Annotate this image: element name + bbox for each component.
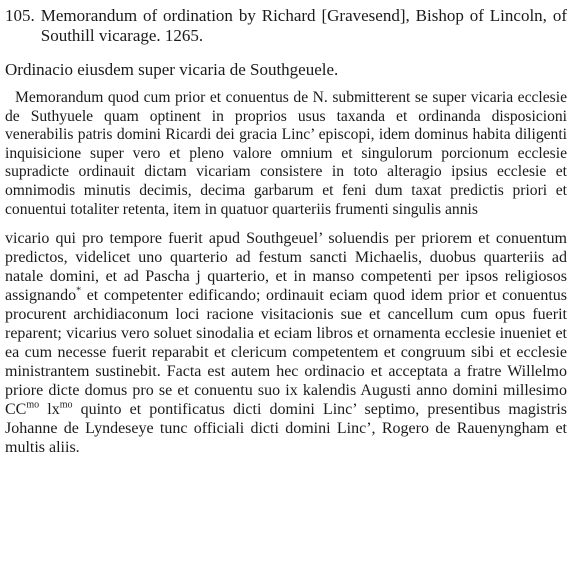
numeral-lx: lx (39, 401, 60, 419)
entry-heading (5, 6, 567, 46)
paragraph-part-1 (5, 89, 567, 219)
superscript-mo-2: mo (59, 399, 73, 411)
document-page (5, 6, 567, 457)
document-title: Ordinacio eiusdem super vicaria de Southgeuele. (5, 60, 339, 79)
superscript-mo-1: mo (26, 399, 40, 411)
entry-number: 105. (5, 6, 35, 25)
column-break-gap (5, 219, 567, 229)
paragraph-part-1-text: Memorandum quod cum prior et conuentus de N. submitterent se super vicaria ecclesie de Suthyuele quam optinent in proprios usus taxanda et ordinanda disposicioni venerabilis patris domini Ricardi dei gracia Linc’ episcopi, idem dominus habita diligenti inquisicione super vero et pleno valore omnium et singulorum porcionum ecclesie supradicte ordinauit dictam vicariam consistere in toto alteragio ipsius ecclesie et omnimodis minutis decimis, decima garbarum et feni dum taxat predictis priori et conuentui totaliter retenta, item in quatuor quarteriis frumenti singulis annis (5, 89, 567, 218)
entry-heading-text: Memorandum of ordination by Richard [Gravesend], Bishop of Lincoln, of Southill vicarage. 1265. (40, 6, 567, 45)
footnote-mark: * (76, 285, 82, 297)
paragraph-part-2b-text: et competenter edificando; ordinauit eciam quod idem prior et conuentus procurent archidiaconum loci racione visitacionis sue et cancellum cum opus fuerit reparent; vicarius vero soluet sinodalia et eciam libros et ornamenta ecclesie inueniet et ea cum necesse fuerit reparabit et clericum competentem et congruum sibi et ecclesie ministrantem sustinebit. Facta est autem hec ordinacio et acceptata a fratre Willelmo priore dicte domus pro se et conuentu suo ix kalendis Augusti anno domini millesimo CC (5, 287, 567, 419)
paragraph-part-2 (5, 229, 567, 457)
paragraph-part-2a-text: vicario qui pro tempore fuerit apud Southgeuel’ soluendis per priorem et conuentum predictos, videlicet uno quarterio ad festum sancti Michaelis, duobus quarteriis ad natale domini, et ad Pascha j quarterio, et in manso competenti per ipsos religiosos assignando (5, 230, 567, 305)
paragraph-part-2c-text: quinto et pontificatus dicti domini Linc’ septimo, presentibus magistris Johanne de Lyndeseye tunc officiali dicti domini Linc’, Rogero de Rauenyngham et multis aliis. (5, 401, 567, 457)
